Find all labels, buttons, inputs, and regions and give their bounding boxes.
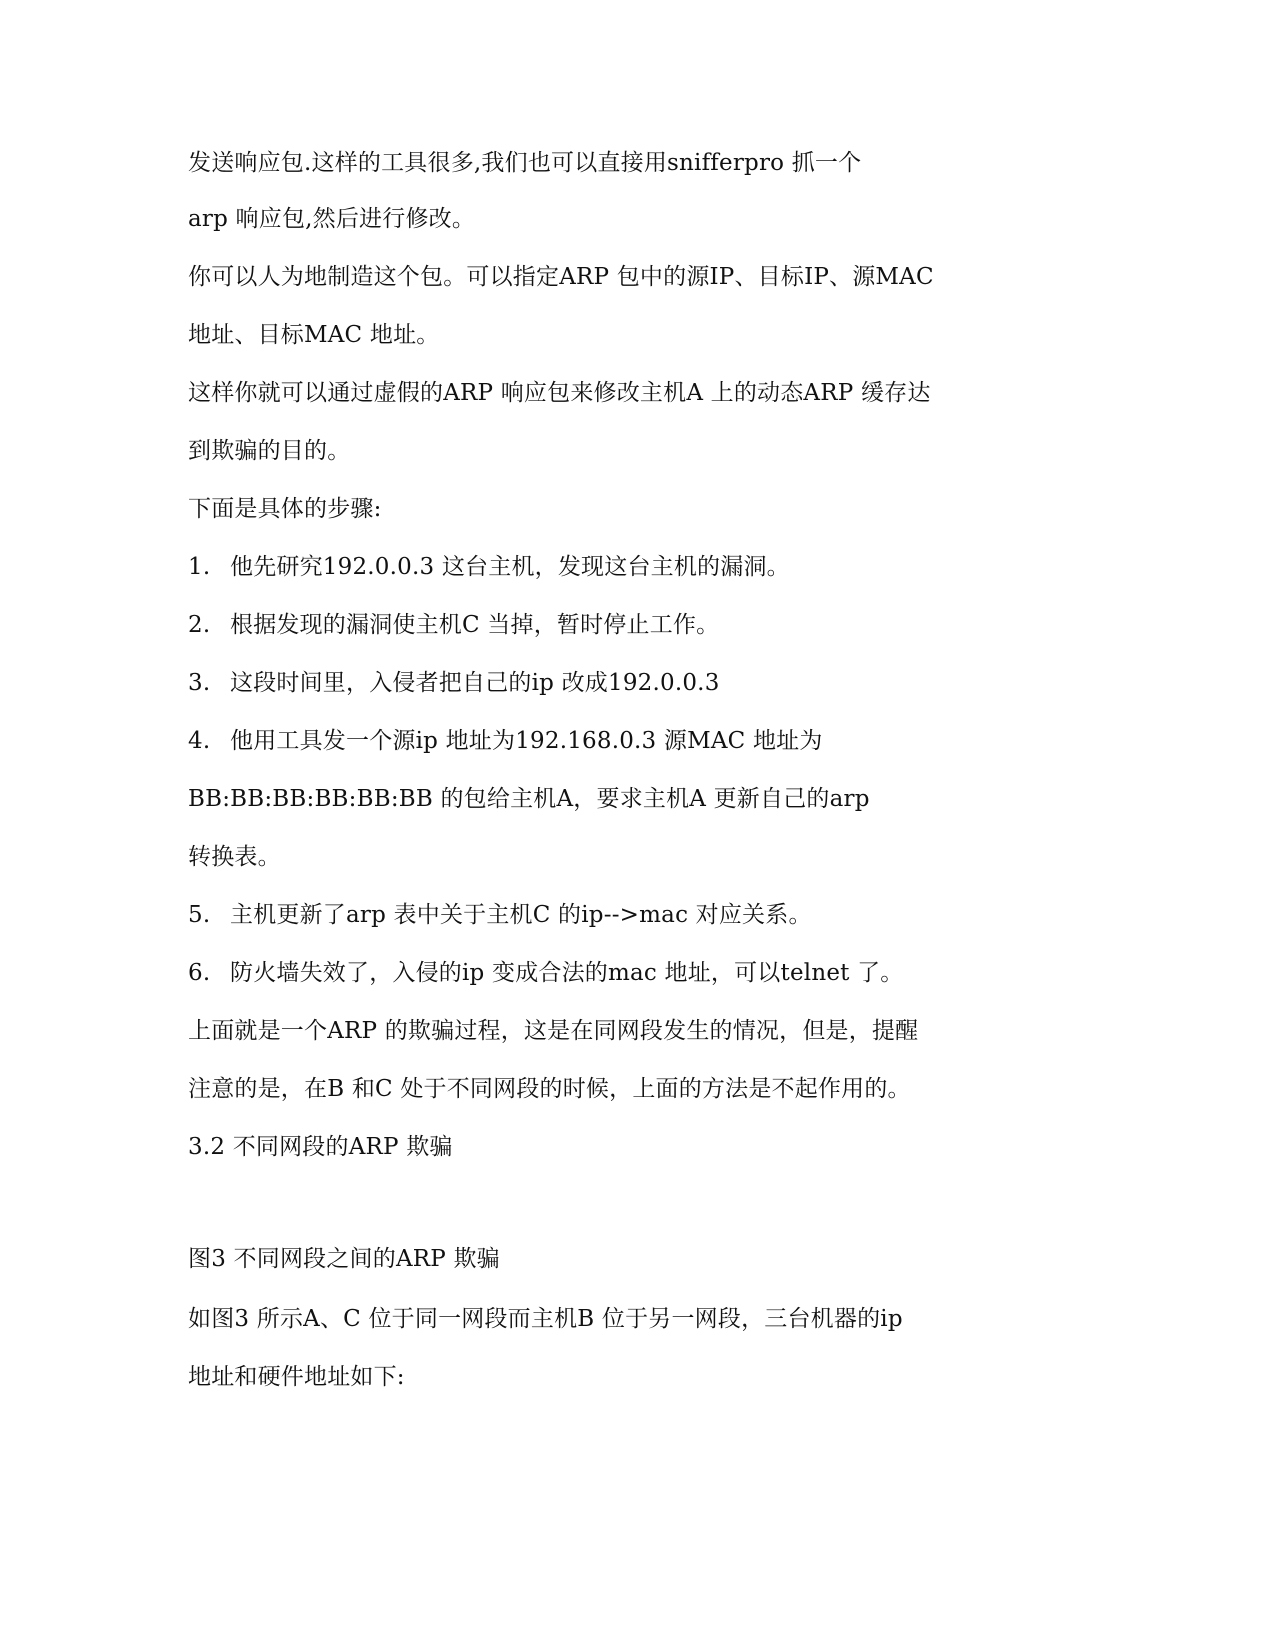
list-item-step-6	[188, 958, 904, 988]
step-number: 3.	[188, 670, 211, 696]
step-text: 他先研究192.0.0.3 这台主机，发现这台主机的漏洞。	[230, 554, 790, 580]
text-line: 你可以人为地制造这个包。可以指定ARP 包中的源IP、目标IP、源MAC	[188, 264, 934, 290]
step-number: 1.	[188, 554, 211, 580]
figure-caption: 图3 不同网段之间的ARP 欺骗	[188, 1246, 500, 1272]
text-line: arp 响应包,然后进行修改。	[188, 206, 476, 232]
list-item-step-5	[188, 900, 812, 930]
text-line: 到欺骗的目的。	[188, 438, 351, 464]
step-number: 2.	[188, 612, 211, 638]
list-item-step-1	[188, 552, 790, 582]
step-number: 5.	[188, 902, 211, 928]
text-line: 注意的是，在B 和C 处于不同网段的时候，上面的方法是不起作用的。	[188, 1076, 911, 1102]
list-item-step-2	[188, 610, 719, 640]
step-number: 6.	[188, 960, 211, 986]
step-text: 根据发现的漏洞使主机C 当掉，暂时停止工作。	[230, 612, 720, 638]
text-line: 转换表。	[188, 844, 281, 870]
text-line: 上面就是一个ARP 的欺骗过程，这是在同网段发生的情况，但是，提醒	[188, 1018, 919, 1044]
step-text: 他用工具发一个源ip 地址为192.168.0.3 源MAC 地址为	[230, 728, 823, 754]
step-number: 4.	[188, 728, 211, 754]
step-text: 防火墙失效了，入侵的ip 变成合法的mac 地址，可以telnet 了。	[230, 960, 904, 986]
text-line: 地址和硬件地址如下:	[188, 1364, 405, 1390]
list-item-step-3	[188, 668, 720, 698]
text-line: 发送响应包.这样的工具很多,我们也可以直接用snifferpro 抓一个	[188, 150, 862, 176]
step-text: 主机更新了arp 表中关于主机C 的ip-->mac 对应关系。	[230, 902, 812, 928]
text-line: 如图3 所示A、C 位于同一网段而主机B 位于另一网段，三台机器的ip	[188, 1306, 903, 1332]
text-line: 这样你就可以通过虚假的ARP 响应包来修改主机A 上的动态ARP 缓存达	[188, 380, 931, 406]
step-text: 这段时间里，入侵者把自己的ip 改成192.0.0.3	[230, 670, 720, 696]
text-line: BB:BB:BB:BB:BB:BB 的包给主机A，要求主机A 更新自己的arp	[188, 786, 870, 812]
text-line: 地址、目标MAC 地址。	[188, 322, 440, 348]
steps-intro: 下面是具体的步骤:	[188, 496, 382, 522]
section-heading: 3.2 不同网段的ARP 欺骗	[188, 1134, 453, 1160]
list-item-step-4	[188, 726, 823, 756]
